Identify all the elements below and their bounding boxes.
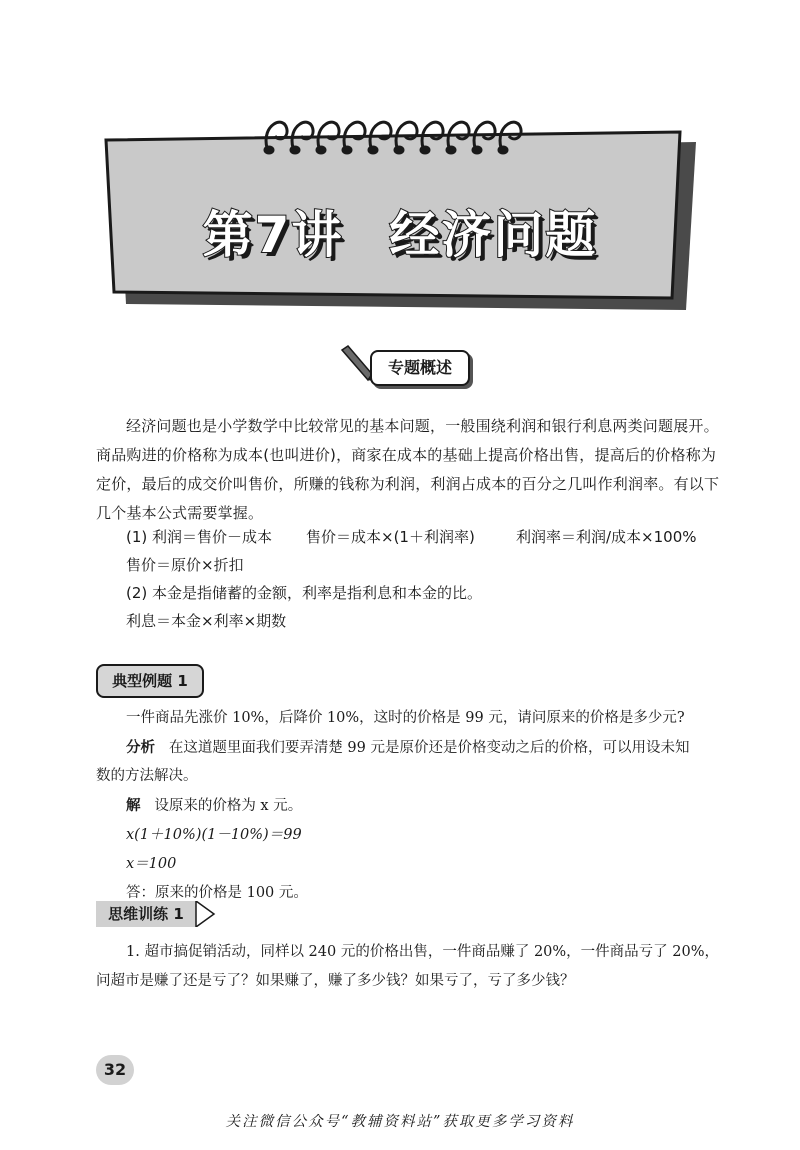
binding-hole-icon bbox=[343, 147, 351, 153]
chapter-title: 第7讲 经济问题 bbox=[202, 206, 598, 264]
solution-text: 设原来的价格为 x 元。 bbox=[154, 798, 303, 814]
binding-hole-icon bbox=[499, 147, 507, 153]
formula-interest: 利息＝本金×利率×期数 bbox=[126, 612, 287, 630]
footer-note: 关注微信公众号“教辅资料站”获取更多学习资料 bbox=[225, 1114, 575, 1130]
analysis-continued: 数的方法解决。 bbox=[96, 768, 198, 784]
equation-1: x(1＋10%)(1－10%)＝99 bbox=[126, 827, 302, 843]
binding-hole-icon bbox=[369, 147, 377, 153]
example-question: 一件商品先涨价 10%，后降价 10%，这时的价格是 99 元，请问原来的价格是多少元? bbox=[126, 710, 685, 726]
binding-hole-icon bbox=[473, 147, 481, 153]
formula-profit: (1) 利润＝售价－成本 bbox=[126, 528, 273, 546]
example-answer: 答：原来的价格是 100 元。 bbox=[126, 885, 308, 901]
analysis-label: 分析 bbox=[126, 740, 155, 756]
overview-label: 专题概述 bbox=[370, 350, 470, 386]
formula-profit-rate: 利润率＝利润/成本×100% bbox=[516, 528, 697, 546]
equation-2: x＝100 bbox=[126, 856, 177, 872]
formula-sale-price: 售价＝成本×(1＋利润率) bbox=[306, 528, 475, 546]
example-analysis bbox=[126, 736, 690, 757]
binding-hole-icon bbox=[317, 147, 325, 153]
analysis-text: 在这道题里面我们要弄清楚 99 元是原价还是价格变动之后的价格，可以用设未知 bbox=[168, 740, 690, 756]
solution-label: 解 bbox=[126, 798, 141, 814]
training-label: 思维训练 1 bbox=[108, 905, 184, 923]
binding-hole-icon bbox=[395, 147, 403, 153]
binding-hole-icon bbox=[291, 147, 299, 153]
binding-hole-icon bbox=[421, 147, 429, 153]
overview-paragraph: 经济问题也是小学数学中比较常见的基本问题，一般围绕利润和银行利息两类问题展开。商品购进的价格称为成本(也叫进价)，商家在成本的基础上提高价格出售，提高后的价格称为定价，最后的成交价叫售价，所赚的钱称为利润，利润占成本的百分之几叫作利润率。有以下几个基本公式需要掌握。 bbox=[96, 417, 720, 522]
training-question-1: 1. 超市搞促销活动，同样以 240 元的价格出售，一件商品赚了 20%，一件商品亏了 20%， bbox=[126, 944, 720, 960]
formula-discount: 售价＝原价×折扣 bbox=[126, 556, 244, 574]
binding-hole-icon bbox=[265, 147, 273, 153]
binding-hole-icon bbox=[447, 147, 455, 153]
example-solution bbox=[126, 794, 302, 815]
page-number: 32 bbox=[96, 1055, 134, 1085]
example-label: 典型例题 1 bbox=[96, 664, 204, 698]
training-question-1-continued: 问超市是赚了还是亏了？如果赚了，赚了多少钱？如果亏了，亏了多少钱？ bbox=[96, 973, 575, 989]
formula-principal: (2) 本金是指储蓄的金额，利率是指利息和本金的比。 bbox=[126, 584, 483, 602]
